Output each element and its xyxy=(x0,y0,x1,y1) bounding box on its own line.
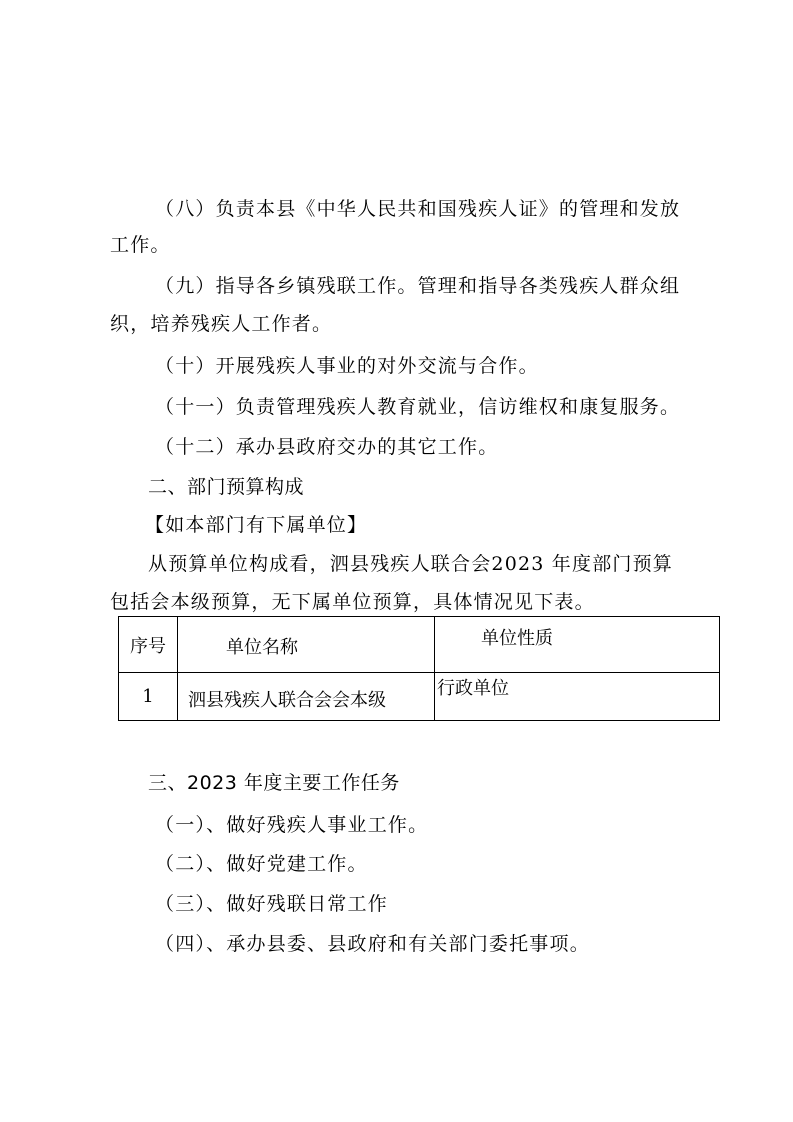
section-heading-budget-structure: 二、部门预算构成 xyxy=(148,476,305,498)
table-row xyxy=(119,673,720,721)
cell-unit-name-value: 泗县残疾人联合会会本级 xyxy=(188,689,386,711)
task-item-3: （三）、做好残联日常工作 xyxy=(155,893,388,915)
header-unit-name-label: 单位名称 xyxy=(226,636,298,658)
header-unit-name xyxy=(178,617,435,673)
duty-item-8-line1: （八）负责本县《中华人民共和国残疾人证》的管理和发放 xyxy=(155,198,681,220)
duty-item-8-line2: 工作。 xyxy=(110,234,171,256)
header-unit-type-label: 单位性质 xyxy=(481,628,553,649)
duty-item-9-line1: （九）指导各乡镇残联工作。管理和指导各类残疾人群众组 xyxy=(155,275,681,297)
task-item-1: （一）、做好残疾人事业工作。 xyxy=(155,814,429,836)
budget-unit-table xyxy=(118,616,720,721)
section-heading-main-tasks: 三、2023 年度主要工作任务 xyxy=(148,772,400,794)
header-unit-type xyxy=(435,617,720,673)
table-header-row xyxy=(119,617,720,673)
header-serial-label: 序号 xyxy=(130,635,166,657)
cell-serial-value: 1 xyxy=(142,686,154,707)
duty-item-12: （十二）承办县政府交办的其它工作。 xyxy=(155,436,499,458)
cell-unit-type-value: 行政单位 xyxy=(437,678,509,699)
task-item-2: （二）、做好党建工作。 xyxy=(155,853,368,875)
duty-item-11: （十一）负责管理残疾人教育就业，信访维权和康复服务。 xyxy=(155,396,681,418)
subordinate-unit-note: 【如本部门有下属单位】 xyxy=(145,514,368,536)
task-item-4: （四）、承办县委、县政府和有关部门委托事项。 xyxy=(155,933,590,955)
duty-item-10: （十）开展残疾人事业的对外交流与合作。 xyxy=(155,355,539,377)
budget-paragraph-line2: 包括会本级预算，无下属单位预算，具体情况见下表。 xyxy=(110,591,595,613)
cell-unit-name xyxy=(178,673,435,721)
duty-item-9-line2: 织，培养残疾人工作者。 xyxy=(110,313,333,335)
budget-paragraph-line1: 从预算单位构成看，泗县残疾人联合会2023 年度部门预算 xyxy=(148,553,673,575)
header-serial xyxy=(119,617,178,673)
cell-serial xyxy=(119,673,178,721)
cell-unit-type xyxy=(435,673,720,721)
